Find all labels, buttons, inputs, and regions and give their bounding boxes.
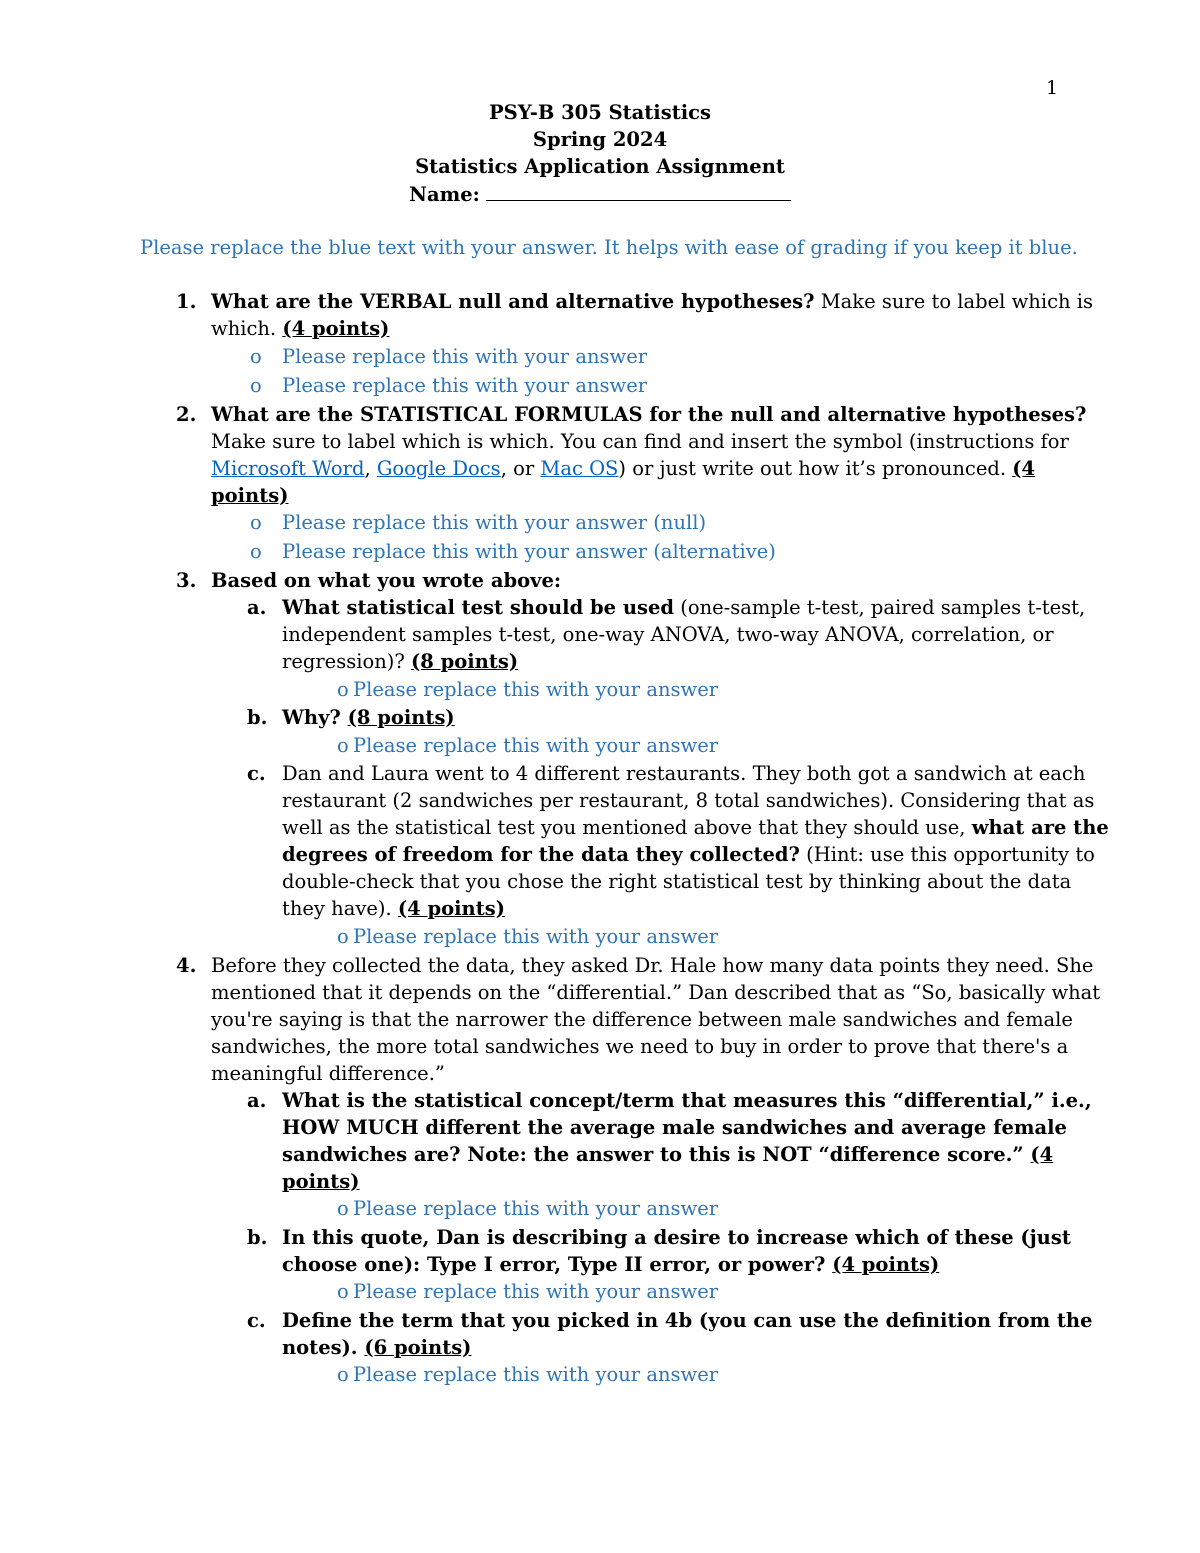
q1-question: What are the VERBAL null and alternative hypotheses? — [211, 290, 815, 313]
q1-text-cont — [211, 315, 389, 342]
google-docs-link[interactable]: Google Docs — [376, 457, 501, 480]
q2-answer-null[interactable]: Please replace this with your answer (null) — [282, 511, 707, 534]
q4c-label: c. — [247, 1309, 266, 1332]
q3a-line3 — [282, 648, 518, 675]
q4c-line1: Define the term that you picked in 4b (you can use the definition from the — [282, 1309, 1093, 1332]
q4-line3: you're saying is that the narrower the difference between male sandwiches and female — [211, 1008, 1073, 1031]
bullet-icon: o — [250, 511, 262, 534]
name-label: Name: — [409, 183, 480, 206]
q2-points-part2: points) — [211, 484, 289, 507]
q4c-answer[interactable]: Please replace this with your answer — [353, 1363, 719, 1386]
q4-line2: mentioned that it depends on the “differential.” Dan described that as “So, basically what — [211, 981, 1101, 1004]
q3b-points: (8 points) — [347, 706, 455, 729]
q1-answer-1[interactable]: Please replace this with your answer — [282, 345, 648, 368]
q4c-line2-text: notes). — [282, 1336, 365, 1359]
q3c-line4 — [282, 841, 1095, 868]
q2-line3-rest: ) or just write out how it’s pronounced. — [618, 457, 1013, 480]
q1-answer-2[interactable]: Please replace this with your answer — [282, 374, 648, 397]
q4a-points-part1: (4 — [1030, 1143, 1054, 1166]
bullet-icon: o — [337, 1197, 349, 1220]
document-header — [0, 99, 1200, 208]
q3b-label: b. — [247, 706, 268, 729]
q3c-line6 — [282, 895, 505, 922]
bullet-icon: o — [337, 1363, 349, 1386]
q4b-line2-text: choose one): Type I error, Type II error, or power? — [282, 1253, 833, 1276]
q3c-line4-bold: degrees of freedom for the data they collected? — [282, 843, 800, 866]
bullet-icon: o — [337, 678, 349, 701]
q4a-answer[interactable]: Please replace this with your answer — [353, 1197, 719, 1220]
q4c-line2 — [282, 1334, 471, 1361]
q2-answer-alternative[interactable]: Please replace this with your answer (alternative) — [282, 540, 776, 563]
q4c-points: (6 points) — [364, 1336, 472, 1359]
q4-line5: meaningful difference.” — [211, 1062, 445, 1085]
q4-line4: sandwiches, the more total sandwiches we need to buy in order to prove that there's a — [211, 1035, 1069, 1058]
q4a-line2: HOW MUCH different the average male sandwiches and average female — [282, 1116, 1067, 1139]
bullet-icon: o — [250, 345, 262, 368]
q3b-line1 — [282, 704, 455, 731]
q4a-line3-text: sandwiches are? Note: the answer to this is NOT “difference score.” — [282, 1143, 1031, 1166]
q4b-line1: In this quote, Dan is describing a desire to increase which of these (just — [282, 1226, 1071, 1249]
q3b-answer[interactable]: Please replace this with your answer — [353, 734, 719, 757]
q3-number: 3. — [176, 569, 197, 592]
q3a-answer[interactable]: Please replace this with your answer — [353, 678, 719, 701]
q4-number: 4. — [176, 954, 197, 977]
bullet-icon: o — [337, 1280, 349, 1303]
q3a-line2: independent samples t-test, one-way ANOVA, two-way ANOVA, correlation, or — [282, 623, 1054, 646]
bullet-icon: o — [250, 540, 262, 563]
q3c-points: (4 points) — [397, 897, 505, 920]
page-number: 1 — [1046, 77, 1059, 99]
q2-sep1: , — [364, 457, 377, 480]
q4b-points: (4 points) — [832, 1253, 940, 1276]
name-blank-line[interactable] — [486, 180, 791, 201]
q3c-answer[interactable]: Please replace this with your answer — [353, 925, 719, 948]
q3a-line1 — [282, 594, 1085, 621]
q3a-line3-text: regression)? — [282, 650, 412, 673]
q3c-line3-bold: what are the — [971, 816, 1109, 839]
q3b-bold: Why? — [282, 706, 348, 729]
q4b-line2 — [282, 1251, 939, 1278]
q1-number: 1. — [176, 290, 197, 313]
q4a-label: a. — [247, 1089, 267, 1112]
q3a-points: (8 points) — [411, 650, 519, 673]
bullet-icon: o — [337, 734, 349, 757]
mac-os-link[interactable]: Mac OS — [540, 457, 619, 480]
q3a-bold: What statistical test should be used — [282, 596, 675, 619]
q3a-line1-rest: (one-sample t-test, paired samples t-test, — [674, 596, 1086, 619]
bullet-icon: o — [337, 925, 349, 948]
q2-points-part1: (4 — [1012, 457, 1036, 480]
q3c-line6-text: they have). — [282, 897, 398, 920]
q3-question: Based on what you wrote above: — [211, 569, 562, 592]
q4b-answer[interactable]: Please replace this with your answer — [353, 1280, 719, 1303]
instruction-text: Please replace the blue text with your answer. It helps with ease of grading if you keep it blue. — [140, 236, 1078, 259]
q1-note-cont: which. — [211, 317, 283, 340]
q3c-line5: double-check that you chose the right statistical test by thinking about the data — [282, 870, 1072, 893]
q3c-line3 — [282, 814, 1109, 841]
q2-question: What are the STATISTICAL FORMULAS for the null and alternative hypotheses? — [211, 403, 1087, 426]
term-label: Spring 2024 — [532, 128, 668, 151]
q4a-line3 — [282, 1141, 1053, 1168]
q1-points: (4 points) — [282, 317, 390, 340]
bullet-icon: o — [250, 374, 262, 397]
q3c-line4-rest: (Hint: use this opportunity to — [799, 843, 1095, 866]
q4-line1: Before they collected the data, they asked Dr. Hale how many data points they need. She — [211, 954, 1094, 977]
q2-line3 — [211, 455, 1035, 482]
course-title: PSY-B 305 Statistics — [489, 101, 711, 124]
q1-text — [211, 288, 1093, 315]
q3c-label: c. — [247, 762, 266, 785]
q2-sep2: , or — [500, 457, 541, 480]
q2-line2: Make sure to label which is which. You can find and insert the symbol (instructions for — [211, 430, 1069, 453]
microsoft-word-link[interactable]: Microsoft Word — [211, 457, 365, 480]
q4a-line1: What is the statistical concept/term that measures this “differential,” i.e., — [282, 1089, 1092, 1112]
q3a-label: a. — [247, 596, 267, 619]
assignment-title: Statistics Application Assignment — [415, 155, 785, 178]
q4b-label: b. — [247, 1226, 268, 1249]
q3c-line2: restaurant (2 sandwiches per restaurant, 8 total sandwiches). Considering that as — [282, 789, 1095, 812]
q1-note: Make sure to label which is — [814, 290, 1093, 313]
name-row — [0, 180, 1200, 208]
q2-number: 2. — [176, 403, 197, 426]
q3c-line1: Dan and Laura went to 4 different restaurants. They both got a sandwich at each — [282, 762, 1086, 785]
q3c-line3-text: well as the statistical test you mentioned above that they should use, — [282, 816, 972, 839]
q4a-points-part2: points) — [282, 1170, 360, 1193]
